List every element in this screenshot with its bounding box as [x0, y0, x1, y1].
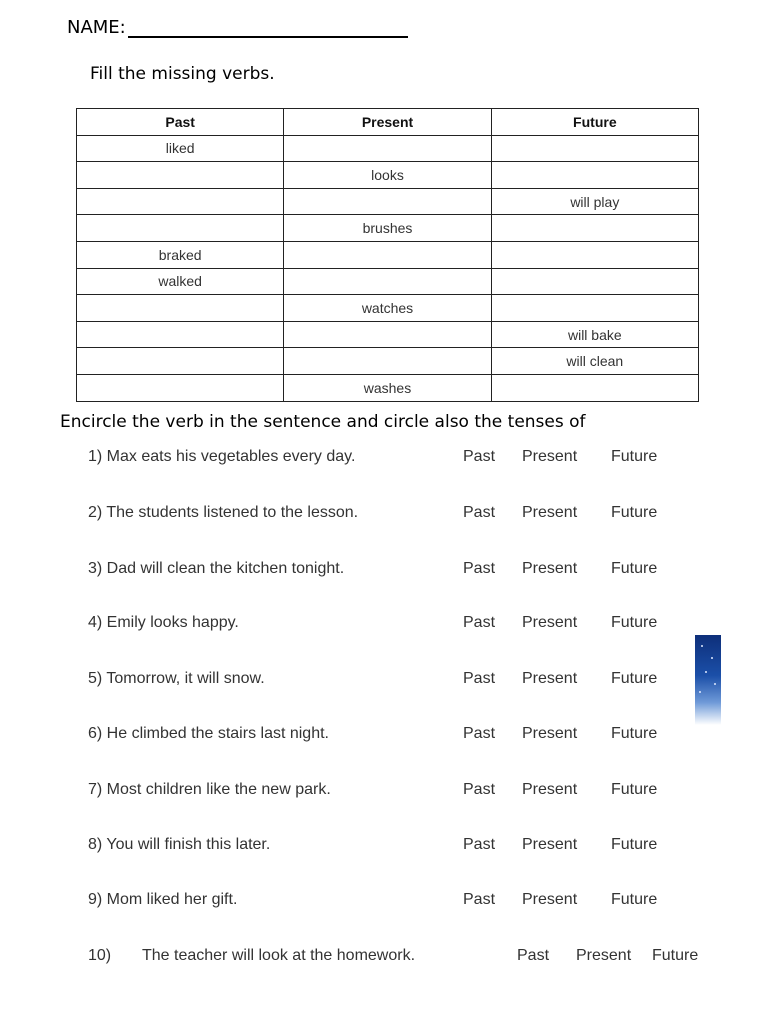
cell-past[interactable]	[77, 348, 284, 375]
cell-past[interactable]	[77, 215, 284, 242]
tense-option-past[interactable]: Past	[463, 836, 496, 853]
cell-future[interactable]: will bake	[491, 321, 698, 348]
sentence-text[interactable]: 5) Tomorrow, it will snow.	[88, 670, 265, 687]
sentence-text[interactable]: 7) Most children like the new park.	[88, 781, 331, 798]
sentence-text[interactable]: 8) You will finish this later.	[88, 836, 271, 853]
tense-option-future[interactable]: Future	[611, 891, 658, 908]
tense-option-future[interactable]: Future	[611, 725, 658, 742]
table-row	[77, 135, 699, 162]
table-row	[77, 374, 699, 401]
cell-past[interactable]: liked	[77, 135, 284, 162]
cell-past[interactable]	[77, 162, 284, 189]
cell-future[interactable]	[491, 295, 698, 322]
tense-option-past[interactable]: Past	[463, 781, 496, 798]
cell-present[interactable]: watches	[284, 295, 491, 322]
tense-option-future[interactable]: Future	[611, 781, 658, 798]
sentence-text[interactable]: 2) The students listened to the lesson.	[88, 504, 359, 521]
star-dot	[711, 657, 713, 659]
tense-option-future[interactable]: Future	[611, 504, 658, 521]
cell-future[interactable]	[491, 135, 698, 162]
table-row	[77, 268, 699, 295]
table-row	[77, 321, 699, 348]
table-row	[77, 241, 699, 268]
cell-future[interactable]: will play	[491, 188, 698, 215]
star-dot	[701, 645, 703, 647]
list-item	[88, 614, 728, 638]
tense-option-present[interactable]: Present	[522, 614, 578, 631]
cell-present[interactable]	[284, 188, 491, 215]
fill-instruction: Fill the missing verbs.	[90, 64, 275, 84]
list-item	[88, 891, 728, 915]
tense-option-past[interactable]: Past	[463, 504, 496, 521]
encircle-instruction: Encircle the verb in the sentence and circle also the tenses of	[60, 412, 586, 432]
cell-present[interactable]: brushes	[284, 215, 491, 242]
name-line	[67, 16, 408, 38]
tense-option-future[interactable]: Future	[611, 836, 658, 853]
name-label: NAME:	[67, 17, 126, 38]
sentence-text[interactable]: The teacher will look at the homework.	[142, 947, 416, 964]
list-item	[88, 504, 728, 528]
sentence-text[interactable]: 6) He climbed the stairs last night.	[88, 725, 329, 742]
star-dot	[699, 691, 701, 693]
tense-option-present[interactable]: Present	[522, 725, 578, 742]
table-row	[77, 188, 699, 215]
list-item	[88, 781, 728, 805]
header-future: Future	[491, 109, 698, 136]
cell-present[interactable]: washes	[284, 374, 491, 401]
cell-future[interactable]	[491, 268, 698, 295]
sentence-text[interactable]: 3) Dad will clean the kitchen tonight.	[88, 560, 345, 577]
tense-option-present[interactable]: Present	[522, 560, 578, 577]
cell-present[interactable]	[284, 348, 491, 375]
tense-option-future[interactable]: Future	[611, 670, 658, 687]
cell-present[interactable]	[284, 135, 491, 162]
verb-table-header-row	[77, 109, 699, 136]
table-row	[77, 295, 699, 322]
sentence-text[interactable]: 4) Emily looks happy.	[88, 614, 239, 631]
tense-option-past[interactable]: Past	[463, 614, 496, 631]
name-blank[interactable]	[128, 16, 408, 38]
decorative-gradient-image	[695, 635, 721, 725]
tense-option-future[interactable]: Future	[611, 560, 658, 577]
star-dot	[705, 671, 707, 673]
tense-option-present[interactable]: Present	[576, 947, 632, 964]
table-row	[77, 215, 699, 242]
verb-table	[76, 108, 699, 402]
list-item	[88, 670, 728, 694]
cell-past[interactable]	[77, 374, 284, 401]
tense-option-present[interactable]: Present	[522, 836, 578, 853]
cell-future[interactable]	[491, 215, 698, 242]
tense-option-present[interactable]: Present	[522, 891, 578, 908]
list-item	[88, 448, 728, 472]
cell-future[interactable]: will clean	[491, 348, 698, 375]
cell-past[interactable]	[77, 295, 284, 322]
cell-future[interactable]	[491, 374, 698, 401]
table-row	[77, 162, 699, 189]
header-present: Present	[284, 109, 491, 136]
list-item	[88, 836, 728, 860]
cell-present[interactable]	[284, 268, 491, 295]
tense-option-present[interactable]: Present	[522, 504, 578, 521]
cell-future[interactable]	[491, 241, 698, 268]
tense-option-past[interactable]: Past	[463, 891, 496, 908]
cell-past[interactable]	[77, 188, 284, 215]
cell-future[interactable]	[491, 162, 698, 189]
tense-option-past[interactable]: Past	[463, 448, 496, 465]
tense-option-present[interactable]: Present	[522, 448, 578, 465]
cell-past[interactable]	[77, 321, 284, 348]
list-item	[88, 725, 728, 749]
cell-past[interactable]: walked	[77, 268, 284, 295]
cell-present[interactable]	[284, 321, 491, 348]
cell-past[interactable]: braked	[77, 241, 284, 268]
list-item	[88, 560, 728, 584]
tense-option-past[interactable]: Past	[463, 670, 496, 687]
tense-option-present[interactable]: Present	[522, 781, 578, 798]
tense-option-present[interactable]: Present	[522, 670, 578, 687]
sentence-text[interactable]: 9) Mom liked her gift.	[88, 891, 238, 908]
tense-option-past[interactable]: Past	[463, 725, 496, 742]
tense-option-future[interactable]: Future	[652, 947, 699, 964]
header-past: Past	[77, 109, 284, 136]
cell-present[interactable]: looks	[284, 162, 491, 189]
tense-option-future[interactable]: Future	[611, 614, 658, 631]
tense-option-past[interactable]: Past	[463, 560, 496, 577]
tense-option-past[interactable]: Past	[517, 947, 550, 964]
sentence-text[interactable]: 1) Max eats his vegetables every day.	[88, 448, 356, 465]
list-item	[88, 947, 728, 971]
sentence-number: 10)	[88, 947, 112, 964]
star-dot	[714, 683, 716, 685]
tense-option-future[interactable]: Future	[611, 448, 658, 465]
cell-present[interactable]	[284, 241, 491, 268]
table-row	[77, 348, 699, 375]
